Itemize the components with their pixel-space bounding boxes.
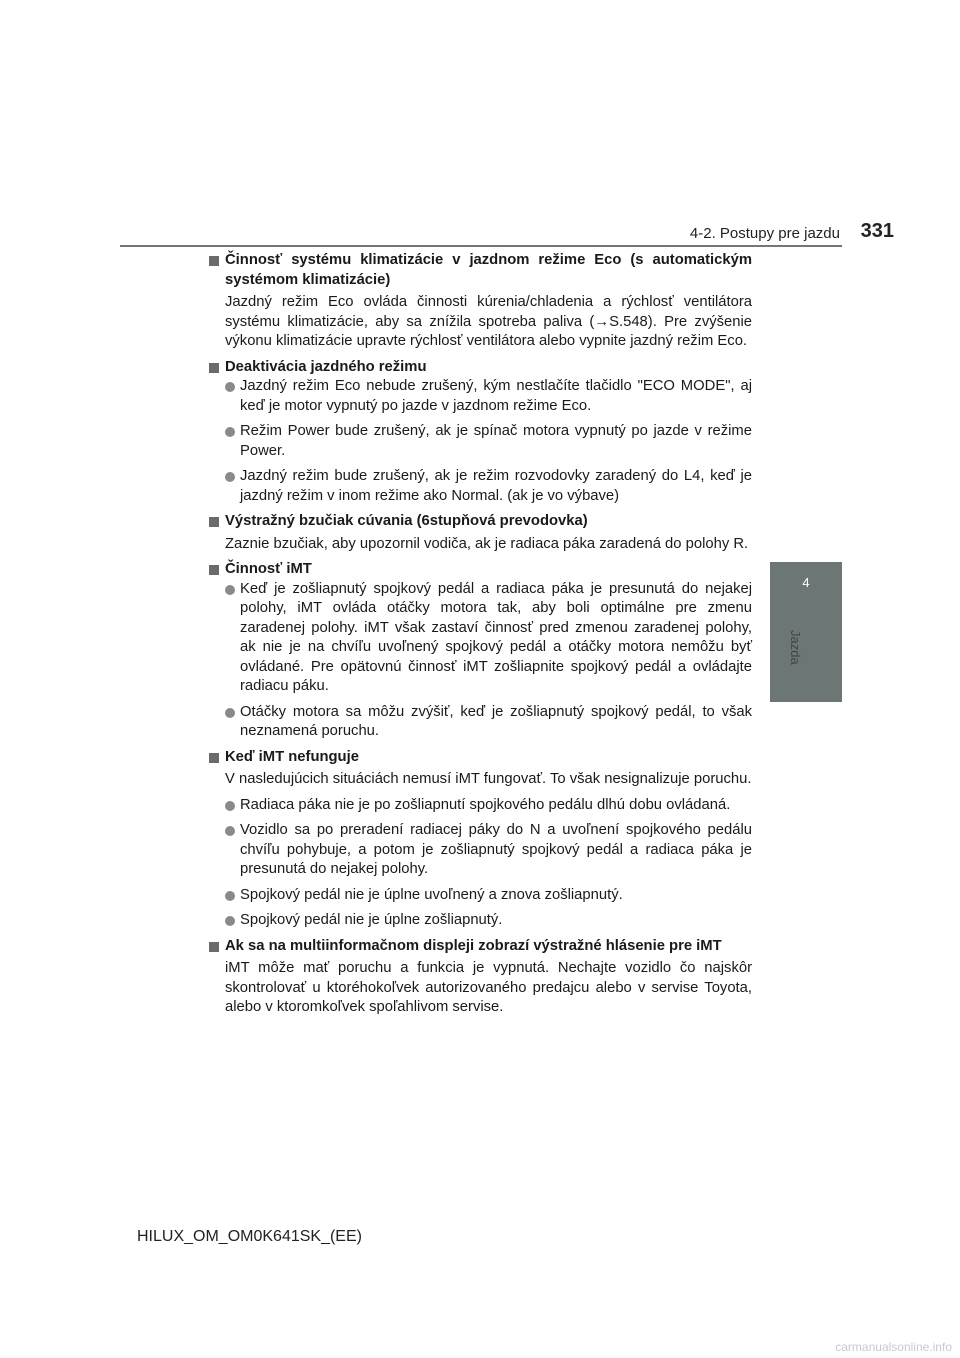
section (209, 560, 752, 742)
section (209, 937, 752, 1018)
section-title: Činnosť systému klimatizácie v jazdnom režime Eco (s automatickým systémom klimatizácie) (225, 252, 752, 288)
square-bullet-icon (209, 565, 219, 575)
section-heading (209, 937, 752, 957)
round-bullet-icon (225, 427, 235, 437)
round-bullet-icon (225, 708, 235, 718)
chapter-label: Jazda (788, 630, 803, 665)
square-bullet-icon (209, 753, 219, 763)
section-title: Výstražný bzučiak cúvania (6stupňová prevodovka) (225, 513, 588, 529)
list-item-text: Vozidlo sa po preradení radiacej páky do N a uvoľnení spojkového pedálu chvíľu pohybuje, a potom je zošliapnutý spojkový pedál a radiaca páka je presunutá do nejakej polohy. (240, 822, 752, 877)
section-paragraph: Zaznie bzučiak, aby upozornil vodiča, ak je radiaca páka zaradená do polohy R. (225, 535, 749, 552)
list-item-text: Keď je zošliapnutý spojkový pedál a radiaca páka je presunutá do nejakej polohy, iMT ovláda otáčky motora tak, aby boli optimálne pre zmenu zaradenej polohy. iMT však zastaví činnosť pred zmenou zaradenej polohy, ak nie je na chvíľu uvoľnený spojkový pedál a otáčky motora nemôžu byť ovládané. Pre opätovnú činnosť iMT zošliapnite spojkový pedál a ovládajte radiacu páku. (240, 580, 752, 694)
list-item (225, 703, 752, 742)
list-item (225, 911, 752, 931)
round-bullet-icon (225, 826, 235, 836)
section-heading (209, 251, 752, 290)
section-heading (209, 512, 752, 532)
page-number: 331 (860, 220, 894, 242)
list-item (225, 886, 752, 906)
square-bullet-icon (209, 942, 219, 952)
list-item-text: Spojkový pedál nie je úplne uvoľnený a znova zošliapnutý. (240, 886, 623, 903)
section (209, 358, 752, 507)
list-item (225, 796, 752, 816)
list-item-text: Režim Power bude zrušený, ak je spínač motora vypnutý po jazde v režime Power. (240, 423, 752, 459)
list-item-text: Radiaca páka nie je po zošliapnutí spojkového pedálu dlhú dobu ovládaná. (240, 796, 731, 813)
section-heading (209, 358, 752, 378)
section-paragraph: V nasledujúcich situáciách nemusí iMT fungovať. To však nesignalizuje poruchu. (225, 771, 752, 787)
section-title: Ak sa na multiinformačnom displeji zobrazí výstražné hlásenie pre iMT (225, 937, 722, 954)
round-bullet-icon (225, 382, 235, 392)
watermark: carmanualsonline.info (835, 1340, 952, 1354)
round-bullet-icon (225, 472, 235, 482)
section (209, 251, 752, 352)
list-item (225, 467, 752, 506)
list-item-text: Otáčky motora sa môžu zvýšiť, keď je zošliapnutý spojkový pedál, to však neznamená poruchu. (240, 703, 752, 739)
square-bullet-icon (209, 363, 219, 373)
list-item (225, 377, 752, 416)
list-item (225, 422, 752, 461)
section-title: Keď iMT nefunguje (225, 748, 359, 765)
list-item (225, 821, 752, 880)
section-heading (209, 560, 752, 580)
list-item-text: Jazdný režim Eco nebude zrušený, kým nestlačíte tlačidlo "ECO MODE", aj keď je motor vypnutý po jazde v jazdnom režime Eco. (240, 378, 752, 414)
document-code: HILUX_OM_OM0K641SK_(EE) (137, 1228, 362, 1245)
section-paragraph: Jazdný režim Eco ovláda činnosti kúrenia/chladenia a rýchlosť ventilátora systému klimatizácie, aby sa znížila spotreba paliva (→S.548). Pre zvýšenie výkonu klimatizácie upravte rýchlosť ventilátora alebo vypnite jazdný režim Eco. (225, 294, 752, 349)
section-title: Deaktivácia jazdného režimu (225, 358, 427, 375)
list-item-text: Jazdný režim bude zrušený, ak je režim rozvodovky zaradený do L4, keď je jazdný režim v inom režime ako Normal. (ak je vo výbave) (240, 468, 752, 504)
round-bullet-icon (225, 801, 235, 811)
round-bullet-icon (225, 585, 235, 595)
chapter-number: 4 (802, 575, 810, 590)
header-section-title: 4-2. Postupy pre jazdu (689, 225, 840, 242)
square-bullet-icon (209, 256, 219, 266)
list-item (225, 580, 752, 697)
header-divider (120, 245, 842, 247)
section (209, 512, 752, 554)
square-bullet-icon (209, 517, 219, 527)
list-item-text: Spojkový pedál nie je úplne zošliapnutý. (240, 912, 503, 928)
page-content (209, 251, 752, 1024)
section-title: Činnosť iMT (225, 561, 312, 577)
section-paragraph: iMT môže mať poruchu a funkcia je vypnutá. Nechajte vozidlo čo najskôr skontrolovať u ktoréhokoľvek autorizovaného predajcu alebo v servise Toyota, alebo v ktoromkoľvek spoľahlivom servise. (225, 960, 752, 1015)
round-bullet-icon (225, 891, 235, 901)
section-heading (209, 748, 752, 768)
section (209, 748, 752, 931)
round-bullet-icon (225, 916, 235, 926)
